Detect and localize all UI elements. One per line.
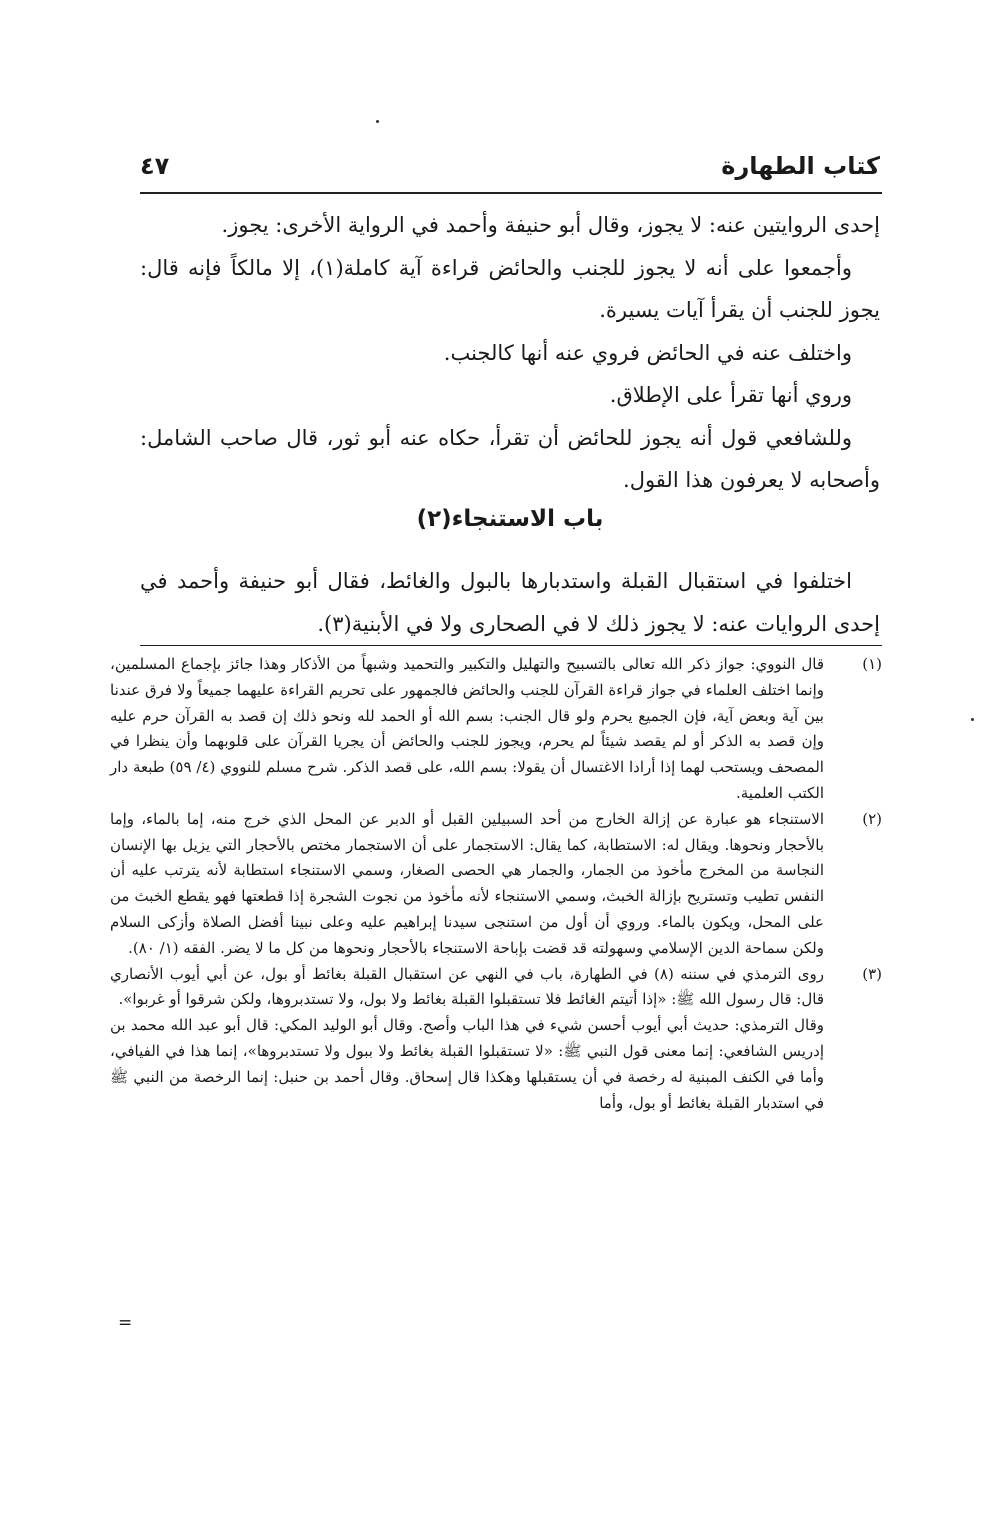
- footnote-divider: [140, 645, 882, 646]
- scan-speck: [376, 120, 379, 123]
- paragraph: واختلف عنه في الحائض فروي عنه أنها كالجنب.: [443, 340, 852, 365]
- footnote: [110, 962, 882, 1014]
- section-text: [140, 560, 880, 645]
- page-number: ٤٧: [140, 152, 170, 180]
- footnotes: [110, 652, 882, 1116]
- section-heading: باب الاستنجاء(٢): [416, 506, 604, 532]
- footnote-text: قال النووي: جواز ذكر الله تعالى بالتسبيح والتهليل والتكبير والتحميد وشبهاً من الأذكار وهذا جائز بإجماع المسلمين، وإنما اختلف العلماء في جواز قراءة القرآن للجنب والحائض فالجمهور على تحريم القراءة عليهما جميعاً ولا فرق عندنا بين آية وبعض آية، فإن الجميع يحرم ولو قال الجنب: بسم الله أو الحمد لله ونحو ذلك إن قصد به القرآن حرم عليه وإن قصد به الذكر أو لم يقصد شيئاً لم يحرم، ويجوز للجنب والحائض أن يجريا القرآن على قلوبهما وأن ينظرا في المصحف ويستحب لهما إذا أرادا الاغتسال أن يقولا: بسم الله، على قصد الذكر. شرح مسلم للنووي (٤/ ٥٩) طبعة دار الكتب العلمية.: [110, 655, 824, 802]
- header-divider: [140, 192, 882, 194]
- scan-speck: [971, 718, 974, 721]
- footnote-number: (١): [862, 655, 882, 673]
- header-title: كتاب الطهارة: [721, 152, 880, 180]
- paragraph: وروي أنها تقرأ على الإطلاق.: [609, 383, 852, 407]
- footnote-continuation: وقال الترمذي: حديث أبي أيوب أحسن شيء في هذا الباب وأصح. وقال أبو الوليد المكي: قال أبو عبد الله محمد بن إدريس الشافعي: إنما معنى قول النبي ﷺ: «لا تستقبلوا القبلة بغائط ولا ببول ولا تستدبروها»، إنما هذا في الفيافي، وأما في الكنف المبنية له رخصة في أن يستقبلها وهكذا قال إسحاق. وقال أحمد بن حنبل: إنما الرخصة من النبي ﷺ في استدبار القبلة بغائط أو بول، وأما: [110, 1016, 824, 1112]
- footnote-text: الاستنجاء هو عبارة عن إزالة الخارج من أحد السبيلين القبل أو الدبر عن المحل الذي خرج منه، إما بالماء، وإما بالأحجار ونحوها. ويقال له: الاستطابة، كما يقال: الاستجمار على أن الاستجمار مختص بالأحجار التي يزيل بها الإنسان النجاسة من المخرج مأخوذ من الجمار، والجمار هي الحصى الصغار، وسمي الاستنجاء استطابة لأنه يترتب عليه أن النفس تطيب وتستريح بإزالة الخبث، وسمي الاستنجاء لأنه مأخوذ من نجوت الشجرة إذا قطعتها فهو يقطع الخبث من على المحل، ويكون بالماء. وروي أن أول من استنجى سيدنا إبراهيم عليه وعلى نبينا أفضل الصلاة وأزكى السلام ولكن سماحة الدين الإسلامي وسهولته قد قضت بإباحة الاستنجاء بالأحجار ونحوها من كل ما لا يضر. الفقه (١/ ٨٠).: [110, 809, 824, 957]
- footnote-number: (٣): [862, 964, 882, 983]
- paragraph: إحدى الروايتين عنه: لا يجوز، وقال أبو حنيفة وأحمد في الرواية الأخرى: يجوز.: [221, 213, 880, 237]
- footnote: [110, 807, 882, 962]
- paragraph: وأجمعوا على أنه لا يجوز للجنب والحائض قراءة آية كاملة(١)، إلا مالكاً فإنه قال: يجوز للجنب أن يقرأ آيات يسيرة.: [140, 255, 880, 322]
- footnote-number: (٢): [862, 809, 882, 828]
- running-header: [140, 148, 880, 188]
- footnote: [110, 652, 882, 807]
- continuation-mark: =: [118, 1313, 133, 1333]
- paragraph: اختلفوا في استقبال القبلة واستدبارها بالبول والغائط، فقال أبو حنيفة وأحمد في إحدى الروايات عنه: لا يجوز ذلك لا في الصحارى ولا في الأبنية(٣).: [140, 569, 880, 636]
- paragraph: وللشافعي قول أنه يجوز للحائض أن تقرأ، حكاه عنه أبو ثور، قال صاحب الشامل: وأصحابه لا يعرفون هذا القول.: [140, 425, 880, 492]
- footnote-text: روى الترمذي في سننه (٨) في الطهارة، باب في النهي عن استقبال القبلة بغائط أو بول، عن أبي أيوب الأنصاري قال: قال رسول الله ﷺ: «إذا أتيتم الغائط فلا تستقبلوا القبلة بغائط ولا بول، ولا تستدبروها، ولكن شرقوا أو غربوا».: [110, 964, 824, 1009]
- main-text: [140, 204, 880, 502]
